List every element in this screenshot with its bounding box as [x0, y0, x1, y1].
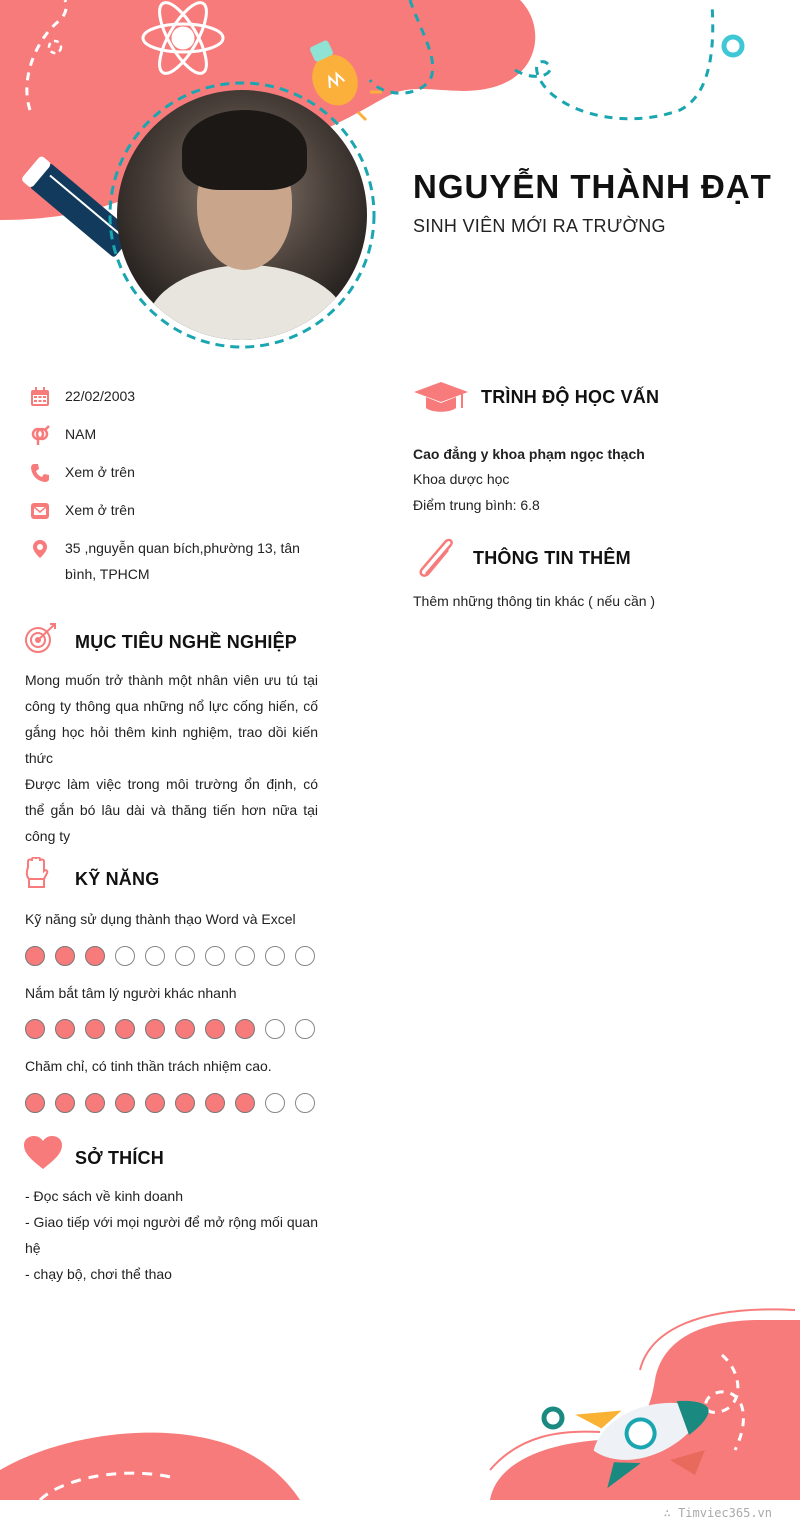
- rating-dot-empty: [265, 1019, 285, 1039]
- skill-label-3: Chăm chỉ, có tinh thần trách nhiệm cao.: [25, 1058, 272, 1074]
- calendar-icon: [30, 387, 50, 407]
- rating-dot-empty: [295, 1093, 315, 1113]
- location-pin-icon: [30, 539, 50, 559]
- rating-dot-filled: [175, 1093, 195, 1113]
- rating-dot-filled: [55, 946, 75, 966]
- rating-dot-empty: [115, 946, 135, 966]
- education-school: Cao đẳng y khoa phạm ngọc thạch: [413, 446, 645, 462]
- rating-dot-filled: [235, 1019, 255, 1039]
- rating-dot-filled: [85, 1019, 105, 1039]
- rating-dot-filled: [55, 1093, 75, 1113]
- skills-title: KỸ NĂNG: [75, 869, 160, 889]
- rating-dot-empty: [265, 1093, 285, 1113]
- rating-dot-empty: [295, 946, 315, 966]
- skill-rating-1: [25, 946, 315, 966]
- profile-photo: [117, 90, 367, 340]
- objective-text-1: Mong muốn trở thành một nhân viên ưu tú tại công ty thông qua những nổ lực cống hiến, cố gắng học hỏi thêm kinh nghiệm, trao dồi kiến thức: [25, 672, 318, 766]
- birthday-text: 22/02/2003: [65, 388, 136, 404]
- photo-hair: [182, 110, 307, 190]
- paperclip-icon: [416, 538, 458, 580]
- rating-dot-filled: [205, 1019, 225, 1039]
- rating-dot-filled: [145, 1093, 165, 1113]
- hobby-2: - Giao tiếp với mọi người để mở rộng mối quan hệ: [25, 1214, 318, 1256]
- hobby-1: - Đọc sách về kinh doanh: [25, 1188, 183, 1204]
- rating-dot-filled: [175, 1019, 195, 1039]
- candidate-name: NGUYỄN THÀNH ĐẠT: [413, 168, 772, 205]
- extra-title: THÔNG TIN THÊM: [473, 548, 631, 568]
- rating-dot-filled: [115, 1093, 135, 1113]
- rating-dot-empty: [265, 946, 285, 966]
- gender-text: NAM: [65, 426, 97, 442]
- fist-icon: [24, 857, 50, 889]
- rating-dot-empty: [175, 946, 195, 966]
- photo-shirt: [147, 265, 347, 340]
- skill-label-2: Nắm bắt tâm lý người khác nhanh: [25, 985, 237, 1001]
- heart-icon: [24, 1136, 62, 1170]
- rating-dot-filled: [145, 1019, 165, 1039]
- education-major: Khoa dược học: [413, 471, 510, 487]
- graduation-cap-icon: [414, 380, 468, 414]
- rating-dot-filled: [55, 1019, 75, 1039]
- extra-text: Thêm những thông tin khác ( nếu cần ): [413, 593, 656, 609]
- rating-dot-empty: [145, 946, 165, 966]
- skill-label-1: Kỹ năng sử dụng thành thạo Word và Excel: [25, 911, 296, 927]
- rating-dot-filled: [235, 1093, 255, 1113]
- education-gpa: Điểm trung bình: 6.8: [413, 497, 540, 513]
- rating-dot-empty: [205, 946, 225, 966]
- rating-dot-filled: [25, 1019, 45, 1039]
- candidate-role: SINH VIÊN MỚI RA TRƯỜNG: [413, 216, 666, 236]
- rating-dot-filled: [85, 946, 105, 966]
- target-icon: [24, 622, 58, 656]
- rating-dot-filled: [85, 1093, 105, 1113]
- skill-rating-2: [25, 1019, 315, 1039]
- objective-text-2: Được làm việc trong môi trường ổn định, có thể gắn bó lâu dài và thăng tiến hơn nữa tại công ty: [25, 776, 318, 844]
- skill-rating-3: [25, 1093, 315, 1113]
- footer-brand: ∴ Timviec365.vn: [663, 1506, 772, 1520]
- education-title: TRÌNH ĐỘ HỌC VẤN: [481, 387, 660, 407]
- email-icon: [30, 501, 50, 521]
- footer-brand-text: Timviec365.vn: [678, 1506, 772, 1520]
- rating-dot-filled: [25, 1093, 45, 1113]
- rating-dot-filled: [205, 1093, 225, 1113]
- hobby-3: - chạy bộ, chơi thể thao: [25, 1266, 172, 1282]
- phone-icon: [30, 463, 50, 483]
- rating-dot-empty: [295, 1019, 315, 1039]
- rating-dot-empty: [235, 946, 255, 966]
- rating-dot-filled: [115, 1019, 135, 1039]
- rating-dot-filled: [25, 946, 45, 966]
- objective-title: MỤC TIÊU NGHỀ NGHIỆP: [75, 632, 298, 652]
- phone-text: Xem ở trên: [65, 464, 135, 480]
- email-text: Xem ở trên: [65, 502, 135, 518]
- address-text: 35 ,nguyễn quan bích,phường 13, tân bình, TPHCM: [65, 540, 300, 582]
- hobbies-title: SỞ THÍCH: [75, 1148, 164, 1168]
- gender-icon: [30, 425, 50, 445]
